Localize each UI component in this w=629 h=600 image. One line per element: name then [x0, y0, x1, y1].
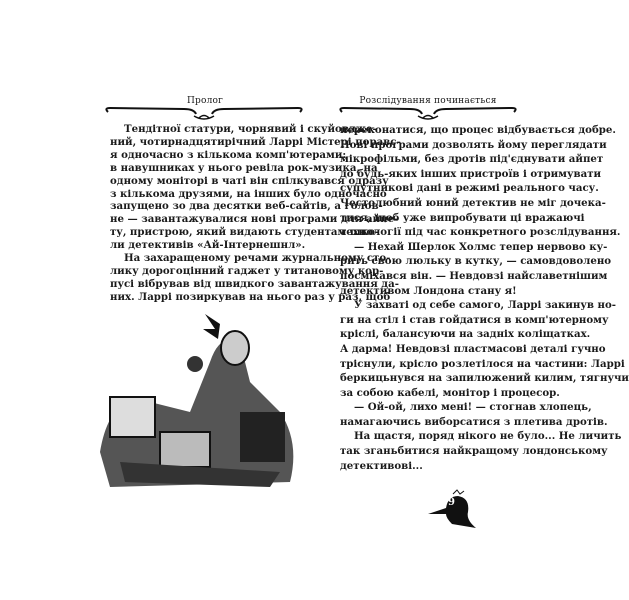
text-line: рить свою люльку в кутку, — самовдоволено	[340, 255, 612, 268]
header-ornament-icon	[338, 106, 518, 122]
text-line: детективом Лондона стану я!	[340, 284, 517, 297]
text-line: так зганьбитися найкращому лондонському	[340, 445, 608, 458]
body-text	[110, 123, 401, 304]
text-line: На захаращеному речами журнальному сто-	[124, 252, 391, 265]
text-line: ту, пристрою, який видають студентам шко-	[110, 226, 380, 239]
header-ornament-icon	[104, 106, 304, 122]
text-line: я одночасно з кількома комп'ютерами:	[110, 148, 347, 161]
text-line: супутникові дані в режимі реального часу.	[340, 182, 599, 195]
text-line: за собою кабелі, монітор і процесор.	[340, 386, 560, 399]
text-line: тися, щоб уже випробувати ці вражаючі	[340, 211, 585, 224]
text-line: ли детективів «Ай-Інтернешнл».	[110, 239, 306, 252]
running-header: Розслідування починається	[359, 96, 497, 106]
text-line: них. Ларрі позиркував на нього раз у раз, щоб	[110, 290, 391, 303]
text-line: з кількома друзями, на інших було одночасно	[110, 187, 387, 200]
text-line: посміхався він. — Невдовзі найславетнішим	[340, 269, 608, 282]
text-line: тріснули, крісло розлетілося на частини: Ларрі	[340, 357, 625, 370]
text-line: лику дорогоцінний гаджет у титановому кор-	[110, 264, 384, 277]
text-line: не — завантажувалися нові програми для айпе-	[110, 213, 399, 226]
text-line: На щастя, поряд нікого не було... Не личить	[354, 430, 622, 443]
right-page	[300, 0, 629, 600]
text-line: ги на стіл і став гойдатися в комп'ютерному	[340, 313, 609, 326]
body-text	[340, 123, 629, 473]
text-line: в навушниках у нього ревіла рок-музика, на	[110, 161, 378, 174]
page-number-badge	[428, 488, 478, 532]
text-line: — Ой-ой, лихо мені! — стогнав хлопець,	[354, 401, 592, 414]
text-line: — Нехай Шерлок Холмс тепер нервово ку-	[354, 240, 608, 253]
text-line: ний, чотирнадцятирічний Ларрі Містері поравс-	[110, 135, 401, 148]
text-line: технології під час конкретного розслідування.	[340, 226, 621, 239]
text-line: до будь-яких інших пристроїв і отримувати	[340, 167, 602, 180]
text-line: беркицьнувся на запилюжений килим, тягнучи	[340, 372, 629, 385]
running-header: Пролог	[186, 96, 224, 106]
text-line: переконатися, що процес відбувається добре.	[340, 124, 616, 136]
text-line: Нові програми дозволять йому переглядати	[340, 138, 607, 151]
page-number: 9	[448, 497, 455, 508]
text-line: одному моніторі в чаті він спілкувався одразу	[110, 174, 389, 187]
bird-head-icon	[428, 488, 478, 528]
text-line: намагаючись виборсатися з плетива дротів.	[340, 415, 608, 428]
text-line: Тендітної статури, чорнявий і скуйовдже-	[124, 123, 377, 135]
text-line: детективові...	[340, 459, 423, 472]
text-line: А дарма! Невдовзі пластмасові деталі гучно	[340, 342, 606, 355]
text-line: пусі вібрував від швидкого завантажування да-	[110, 277, 399, 290]
text-line: запущено зо два десятки веб-сайтів, а голов-	[110, 200, 383, 213]
text-line: Честолюбний юний детектив не міг дочека-	[340, 196, 606, 209]
text-line: У захваті од себе самого, Ларрі закинув но-	[354, 299, 616, 312]
text-line: кріслі, балансуючи на задніх коліщатках.	[340, 328, 591, 341]
text-line: мікрофільми, без дротів під'єднувати айпет	[340, 153, 604, 166]
boy-with-computers-illustration	[100, 312, 300, 492]
